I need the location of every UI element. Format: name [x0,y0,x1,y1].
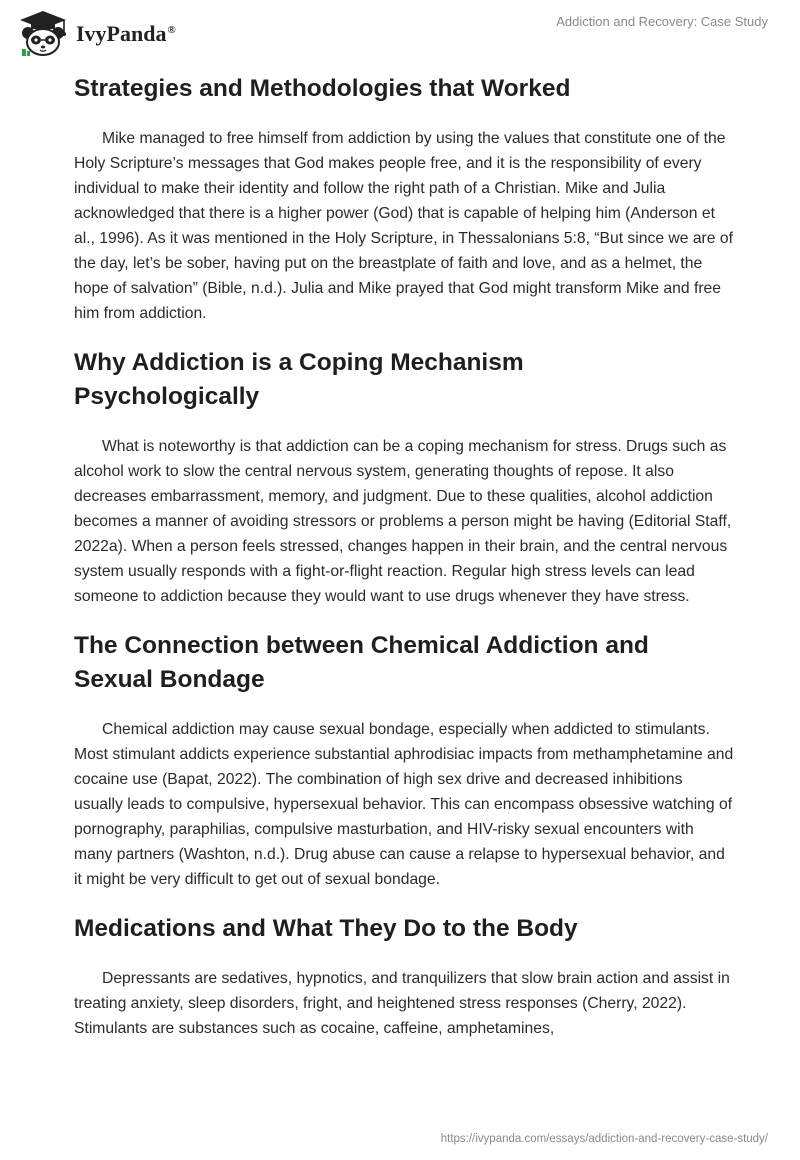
section-paragraph: Mike managed to free himself from addiction by using the values that constitute one of the Holy Scripture’s messages that God makes people free, and it is the responsibility of every individual to make their identity and follow the right path of a Christian. Mike and Julia acknowledged that there is a higher power (God) that is capable of helping him (Anderson et al., 1996). As it was mentioned in the Holy Scripture, in Thessalonians 5:8, “But since we are of the day, let’s be sober, having put on the breastplate of faith and love, and as a helmet, the hope of salvation” (Bible, n.d.). Julia and Mike prayed that God might transform Mike and free him from addiction. [74,130,733,322]
registered-mark: ® [167,23,176,36]
section-heading: The Connection between Chemical Addiction and Sexual Bondage [74,632,649,693]
page-header [0,0,800,70]
section-heading: Medications and What They Do to the Body [74,915,578,942]
section-paragraph: Chemical addiction may cause sexual bondage, especially when addicted to stimulants. Most stimulant addicts experience substantial aphrodisiac impacts from methamphetamine and cocaine use (Bapat, 2022). The combination of high sex drive and decreased inhibitions usually leads to compulsive, hypersexual behavior. This can encompass obsessive watching of pornography, paraphilias, compulsive masturbation, and HIV-risky sexual encounters with many partners (Washton, n.d.). Drug abuse can cause a relapse to hypersexual behavior, and it might be very difficult to get out of sexual bondage. [74,721,734,888]
section-paragraph: Depressants are sedatives, hypnotics, and tranquilizers that slow brain action and assist in treating anxiety, sleep disorders, fright, and heightened stress responses (Cherry, 2022). Stimulants are substances such as cocaine, caffeine, amphetamines, [74,970,730,1037]
brand-name-text: IvyPanda [76,21,167,46]
brand-name [76,21,176,47]
section-heading: Strategies and Methodologies that Worked [74,75,571,102]
section-heading: Why Addiction is a Coping Mechanism Psychologically [74,349,524,410]
article-body [74,70,734,1041]
source-url-link[interactable]: https://ivypanda.com/essays/addiction-and-recovery-case-study/ [440,1133,768,1145]
section-paragraph: What is noteworthy is that addiction can be a coping mechanism for stress. Drugs such as alcohol work to slow the central nervous system, generating thoughts of repose. It also decreases embarrassment, memory, and judgment. Due to these qualities, alcohol addiction becomes a manner of avoiding stressors or problems a person might be having (Editorial Staff, 2022a). When a person feels stressed, changes happen in their brain, and the central nervous system usually responds with a fight-or-flight reaction. Regular high stress levels can lead someone to addiction because they would want to use drugs whenever they have stress. [74,438,732,605]
panda-graduate-icon [16,9,70,57]
document-title: Addiction and Recovery: Case Study [556,14,768,29]
brand-logo[interactable] [16,9,176,57]
